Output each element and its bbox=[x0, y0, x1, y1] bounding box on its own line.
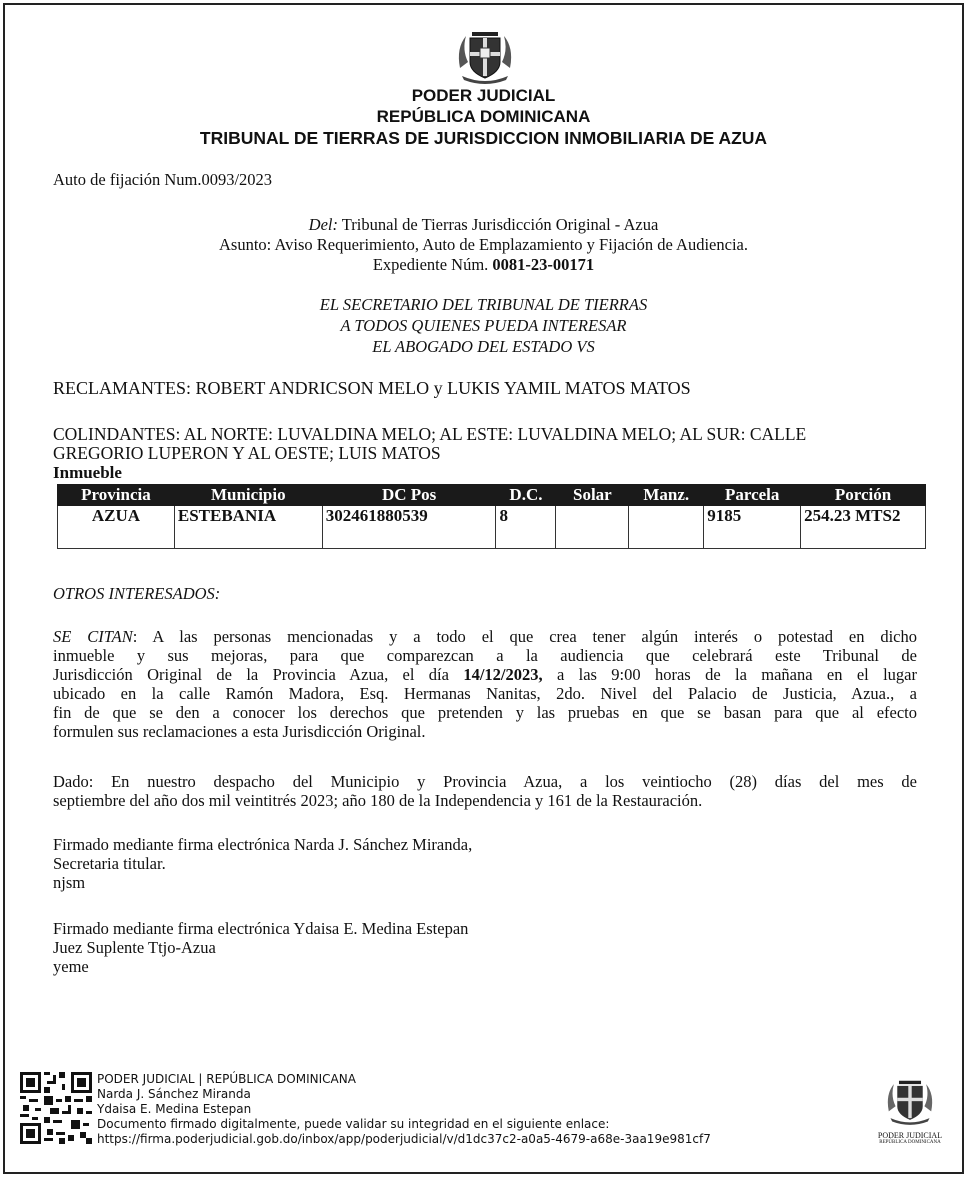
cell-dc-pos: 302461880539 bbox=[322, 506, 496, 549]
footer-line-3: Ydaisa E. Medina Estepan bbox=[97, 1102, 252, 1116]
expediente-number: 0081-23-00171 bbox=[492, 255, 595, 274]
dado-line-2: septiembre del año dos mil veintitrés 2023; año 180 de la Independencia y 161 de la Restauración. bbox=[53, 791, 703, 810]
del-label: Del: bbox=[308, 215, 338, 234]
col-dc: D.C. bbox=[496, 485, 556, 506]
inmueble-label: Inmueble bbox=[53, 463, 122, 482]
expediente-label: Expediente Núm. bbox=[372, 255, 493, 274]
citan-line-6: formulen sus reclamaciones a esta Jurisdicción Original. bbox=[53, 722, 426, 741]
otros-interesados: OTROS INTERESADOS: bbox=[53, 584, 221, 603]
footer-logo-caption bbox=[862, 1131, 958, 1146]
colindantes-line-2: GREGORIO LUPERON Y AL OESTE; LUIS MATOS bbox=[53, 443, 441, 463]
colindantes-line-1: COLINDANTES: AL NORTE: LUVALDINA MELO; AL ESTE: LUVALDINA MELO; AL SUR: CALLE bbox=[53, 424, 807, 444]
header-poder-judicial: PODER JUDICIAL bbox=[411, 86, 556, 105]
col-municipio: Municipio bbox=[174, 485, 322, 506]
footer-line-2: Narda J. Sánchez Miranda bbox=[97, 1087, 251, 1101]
citan-line-1 bbox=[53, 627, 917, 646]
citan-line-5: fin de que se den a conocer los derechos que pretenden y las pruebas en que se basan para que al efecto bbox=[53, 703, 917, 722]
cell-solar bbox=[556, 506, 629, 549]
header-tribunal: TRIBUNAL DE TIERRAS DE JURISDICCION INMOBILIARIA DE AZUA bbox=[199, 128, 768, 148]
footer-signature-block bbox=[97, 1072, 711, 1147]
address-line-3: EL ABOGADO DEL ESTADO VS bbox=[372, 337, 595, 356]
address-line-2: A TODOS QUIENES PUEDA INTERESAR bbox=[340, 316, 627, 335]
coat-of-arms-emblem bbox=[452, 28, 518, 86]
se-citan-label: SE CITAN bbox=[53, 627, 133, 646]
footer-line-1: PODER JUDICIAL | REPÚBLICA DOMINICANA bbox=[97, 1072, 356, 1086]
se-citan-paragraph bbox=[53, 627, 917, 741]
col-porcion: Porción bbox=[801, 485, 926, 506]
header-republica: REPÚBLICA DOMINICANA bbox=[376, 107, 591, 126]
col-manz: Manz. bbox=[629, 485, 704, 506]
col-parcela: Parcela bbox=[704, 485, 801, 506]
qr-code-icon[interactable] bbox=[20, 1072, 92, 1144]
cell-parcela: 9185 bbox=[704, 506, 801, 549]
cell-dc: 8 bbox=[496, 506, 556, 549]
inmueble-table bbox=[57, 484, 926, 549]
col-dc-pos: DC Pos bbox=[322, 485, 496, 506]
asunto-line: Asunto: Aviso Requerimiento, Auto de Emplazamiento y Fijación de Audiencia. bbox=[219, 235, 748, 254]
firma-juez bbox=[53, 919, 468, 976]
logo-caption-2: REPÚBLICA DOMINICANA bbox=[879, 1140, 941, 1145]
table-row bbox=[58, 506, 926, 549]
firma1-line-3: njsm bbox=[53, 873, 86, 892]
firma1-line-1: Firmado mediante firma electrónica Narda J. Sánchez Miranda, bbox=[53, 835, 473, 854]
col-solar: Solar bbox=[556, 485, 629, 506]
cell-municipio: ESTEBANIA bbox=[174, 506, 322, 549]
address-line-1: EL SECRETARIO DEL TRIBUNAL DE TIERRAS bbox=[319, 295, 648, 314]
del-line bbox=[0, 215, 967, 234]
firma-secretaria bbox=[53, 835, 472, 892]
cell-manz bbox=[629, 506, 704, 549]
firma2-line-1: Firmado mediante firma electrónica Ydaisa E. Medina Estepan bbox=[53, 919, 469, 938]
col-provincia: Provincia bbox=[58, 485, 175, 506]
firma2-line-2: Juez Suplente Ttjo-Azua bbox=[53, 938, 216, 957]
citan-line-4: ubicado en la calle Ramón Madora, Esq. Hermanas Nanitas, 2do. Nivel del Palacio de Justicia, Azua., a bbox=[53, 684, 917, 703]
cell-porcion: 254.23 MTS2 bbox=[801, 506, 926, 549]
citan-line-2: inmueble y sus mejoras, para que comparezcan a la audiencia que celebrará este Tribunal de bbox=[53, 646, 917, 665]
citan-line-3-before: Jurisdicción Original de la Provincia Azua, el día bbox=[53, 665, 464, 684]
reclamantes: RECLAMANTES: ROBERT ANDRICSON MELO y LUKIS YAMIL MATOS MATOS bbox=[53, 378, 691, 398]
hearing-date: 14/12/2023, bbox=[463, 665, 543, 684]
citan-line-3-after: a las 9:00 horas de la mañana en el lugar bbox=[542, 665, 917, 684]
poder-judicial-logo-icon bbox=[882, 1077, 938, 1127]
expediente-line bbox=[0, 255, 967, 274]
logo-caption-1: PODER JUDICIAL bbox=[877, 1131, 943, 1140]
firma2-line-3: yeme bbox=[53, 957, 89, 976]
dado-line-1: Dado: En nuestro despacho del Municipio y Provincia Azua, a los veintiocho (28) días del mes de bbox=[53, 772, 917, 791]
firma1-line-2: Secretaria titular. bbox=[53, 854, 166, 873]
footer-line-4: Documento firmado digitalmente, puede validar su integridad en el siguiente enlace: bbox=[97, 1117, 610, 1131]
dado-paragraph bbox=[53, 772, 917, 810]
table-header-row bbox=[58, 485, 926, 506]
del-text: Tribunal de Tierras Jurisdicción Original - Azua bbox=[337, 215, 659, 234]
verification-link[interactable]: https://firma.poderjudicial.gob.do/inbox/app/poderjudicial/v/d1dc37c2-a0a5-4679-a68e-3aa19e981cf7 bbox=[97, 1132, 711, 1146]
cell-provincia: AZUA bbox=[58, 506, 175, 549]
auto-number: Auto de fijación Num.0093/2023 bbox=[53, 170, 273, 189]
citan-line-3 bbox=[53, 665, 917, 684]
citan-line-1-text: : A las personas mencionadas y a todo el que crea tener algún interés o potestad en dicho bbox=[132, 627, 917, 646]
